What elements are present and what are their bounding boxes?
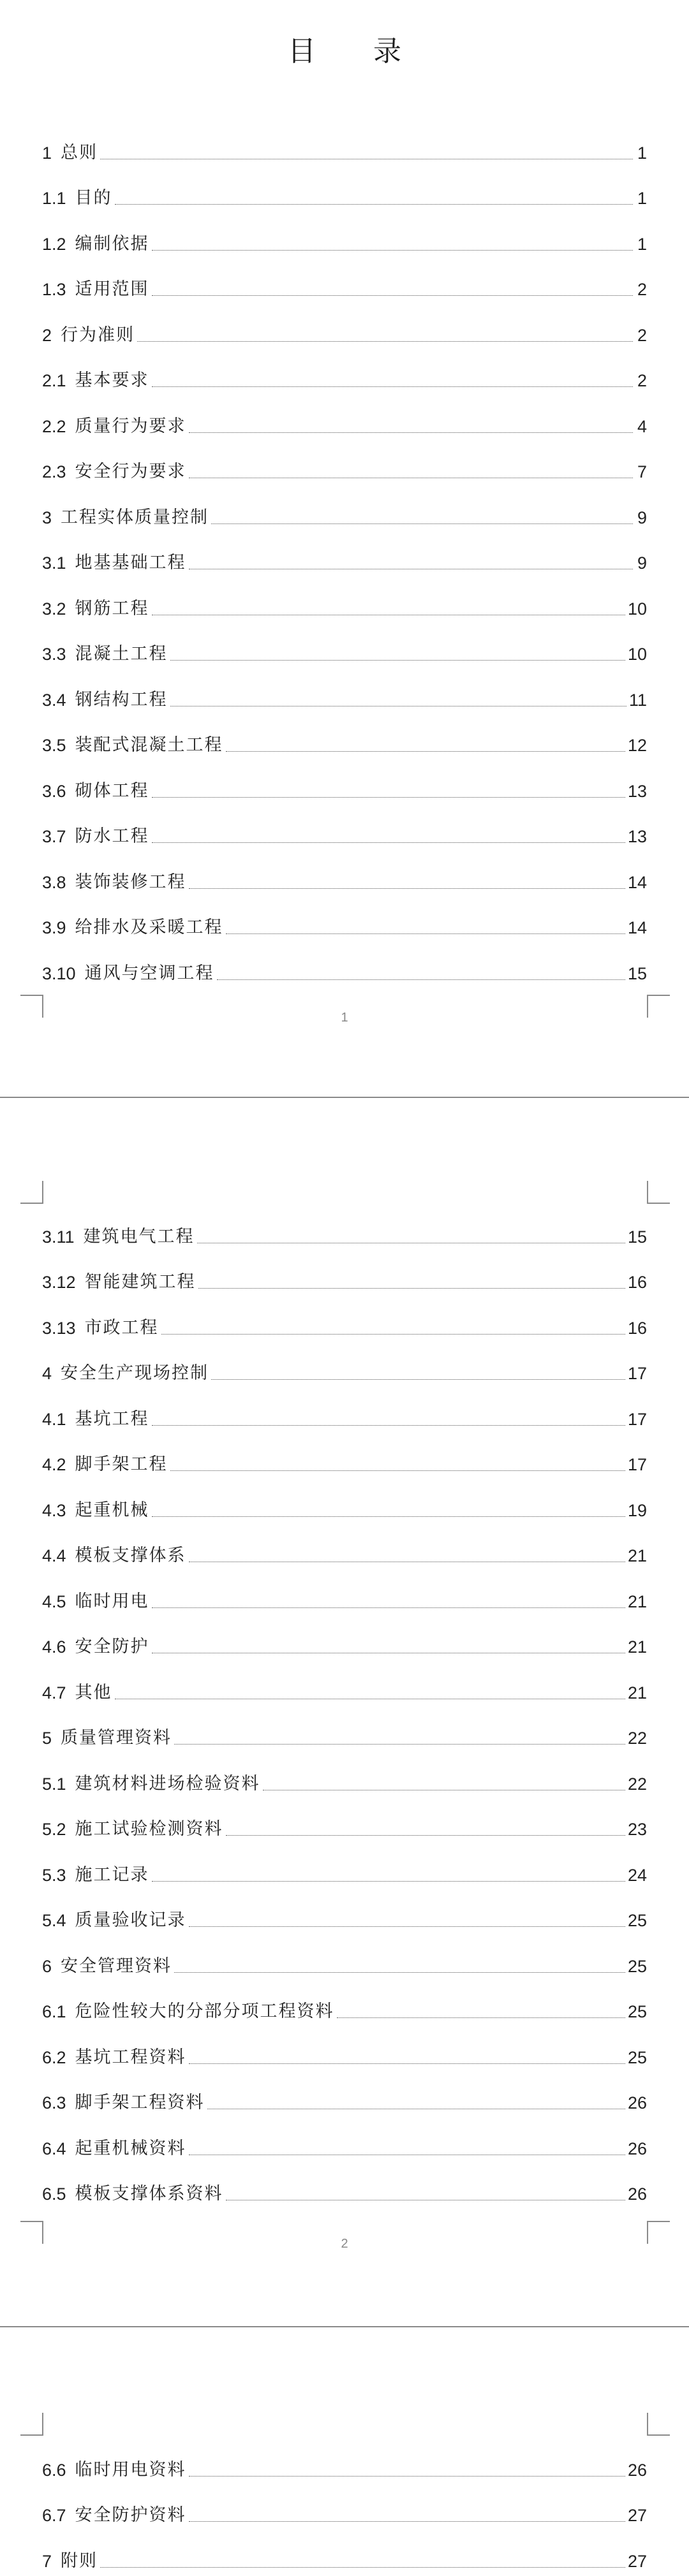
toc-entry[interactable] <box>42 2113 647 2159</box>
toc-entry-title: 砌体工程 <box>75 780 149 801</box>
toc-leader-line <box>152 1516 625 1517</box>
toc-entry[interactable] <box>42 2068 647 2114</box>
toc-entry-page-number: 2 <box>637 280 647 299</box>
toc-entry[interactable] <box>42 1338 647 1384</box>
toc-entry-number: 1.3 <box>42 280 66 299</box>
toc-entry[interactable] <box>42 938 647 984</box>
toc-entry[interactable] <box>42 1794 647 1840</box>
toc-entry[interactable] <box>42 1201 647 1247</box>
toc-entry-title: 基坑工程 <box>75 1409 149 1429</box>
toc-entry-page-number: 26 <box>627 2093 647 2112</box>
toc-leader-line <box>197 1242 625 1243</box>
toc-entry-number: 4.4 <box>42 1546 66 1565</box>
toc-entry-number: 6.1 <box>42 2002 66 2021</box>
toc-entry-page-number: 1 <box>637 143 647 163</box>
toc-leader-line <box>189 1561 625 1562</box>
toc-entry-page-number: 27 <box>627 2506 647 2525</box>
toc-entry-page-number: 7 <box>637 462 647 481</box>
toc-entry-number: 3.1 <box>42 553 66 573</box>
toc-list-page-3 <box>42 2434 647 2572</box>
toc-entry-page-number: 13 <box>627 781 647 801</box>
toc-entry-page-number: 9 <box>637 553 647 573</box>
toc-entry[interactable] <box>42 2022 647 2068</box>
toc-entry-page-number: 25 <box>627 1956 647 1976</box>
toc-entry-page-number: 25 <box>627 2047 647 2067</box>
toc-entry[interactable] <box>42 801 647 847</box>
toc-entry-page-number: 21 <box>627 1637 647 1657</box>
toc-leader-line <box>100 158 633 159</box>
page-corner-mark <box>20 2413 43 2436</box>
toc-entry[interactable] <box>42 756 647 801</box>
toc-entry-page-number: 19 <box>627 1500 647 1520</box>
toc-leader-line <box>115 203 633 205</box>
toc-leader-line <box>189 568 633 569</box>
toc-entry-title: 混凝土工程 <box>75 644 168 664</box>
toc-entry-title: 模板支撑体系资料 <box>75 2184 223 2204</box>
toc-leader-line <box>152 295 633 296</box>
toc-entry-page-number: 13 <box>627 827 647 846</box>
toc-entry[interactable] <box>42 300 647 346</box>
toc-leader-line <box>211 523 633 524</box>
toc-entry-number: 6.2 <box>42 2047 66 2067</box>
toc-entry-title: 智能建筑工程 <box>84 1272 196 1292</box>
toc-entry-title: 附则 <box>61 2550 98 2571</box>
toc-entry[interactable] <box>42 254 647 300</box>
page-separator <box>0 1097 689 1102</box>
toc-entry-number: 3.10 <box>42 963 76 983</box>
toc-leader-line <box>152 1424 625 1426</box>
toc-entry-number: 3.4 <box>42 690 66 710</box>
toc-entry-number: 1 <box>42 143 52 163</box>
toc-entry-number: 3 <box>42 508 52 527</box>
toc-leader-line <box>152 1880 625 1882</box>
toc-entry-number: 6.5 <box>42 2184 66 2204</box>
toc-leader-line <box>189 432 633 433</box>
toc-entry-number: 2.3 <box>42 462 66 481</box>
toc-entry[interactable] <box>42 209 647 254</box>
toc-entry-number: 3.5 <box>42 736 66 755</box>
toc-entry-number: 6.7 <box>42 2506 66 2525</box>
toc-entry-page-number: 22 <box>627 1774 647 1794</box>
toc-entry[interactable] <box>42 1247 647 1293</box>
toc-entry-number: 6 <box>42 1956 52 1976</box>
toc-entry-page-number: 16 <box>627 1273 647 1292</box>
toc-entry-page-number: 22 <box>627 1729 647 1748</box>
toc-entry-page-number: 9 <box>637 508 647 527</box>
toc-entry-page-number: 26 <box>627 2139 647 2158</box>
toc-entry-page-number: 12 <box>627 736 647 755</box>
toc-entry-title: 脚手架工程 <box>75 1454 168 1474</box>
toc-entry-number: 3.8 <box>42 872 66 892</box>
toc-entry[interactable] <box>42 1430 647 1475</box>
toc-leader-line <box>217 979 625 980</box>
toc-entry-number: 5.4 <box>42 1911 66 1930</box>
document-page-1 <box>0 0 689 1097</box>
toc-leader-line <box>170 705 626 706</box>
toc-entry-page-number: 15 <box>627 963 647 983</box>
toc-leader-line <box>174 1743 625 1745</box>
toc-entry-page-number: 17 <box>627 1455 647 1474</box>
toc-entry[interactable] <box>42 346 647 392</box>
toc-entry-page-number: 10 <box>627 599 647 618</box>
toc-entry-title: 质量行为要求 <box>75 416 186 436</box>
toc-entry-number: 3.11 <box>42 1227 75 1247</box>
toc-entry-page-number: 16 <box>627 1318 647 1338</box>
toc-entry[interactable] <box>42 437 647 483</box>
toc-leader-line <box>152 614 625 615</box>
toc-title: 目 录 <box>288 35 426 68</box>
toc-entry-title: 地基基础工程 <box>75 553 186 573</box>
toc-entry[interactable] <box>42 1977 647 2023</box>
toc-entry-title: 防水工程 <box>75 826 149 846</box>
toc-entry-number: 3.6 <box>42 781 66 801</box>
toc-leader-line <box>189 2475 625 2477</box>
toc-leader-line <box>152 796 625 798</box>
page-number: 2 <box>341 2237 348 2251</box>
toc-entry-title: 建筑电气工程 <box>83 1226 195 1247</box>
toc-entry[interactable] <box>42 117 647 163</box>
toc-entry-title: 起重机械 <box>75 1500 149 1520</box>
toc-entry-number: 2 <box>42 325 52 345</box>
toc-entry-number: 1.2 <box>42 234 66 254</box>
toc-entry-number: 7 <box>42 2551 52 2571</box>
toc-entry-number: 5.1 <box>42 1774 66 1794</box>
toc-entry-title: 编制依据 <box>75 233 149 254</box>
toc-leader-line <box>337 2017 625 2018</box>
toc-entry-number: 6.3 <box>42 2093 66 2112</box>
page-number: 1 <box>341 1011 348 1025</box>
toc-entry[interactable] <box>42 163 647 209</box>
toc-entry[interactable] <box>42 1521 647 1567</box>
toc-entry[interactable] <box>42 1885 647 1931</box>
page-separator <box>0 2326 689 2331</box>
toc-entry[interactable] <box>42 482 647 528</box>
toc-entry[interactable] <box>42 573 647 619</box>
toc-leader-line <box>189 2154 625 2155</box>
page-corner-mark <box>647 2413 670 2436</box>
toc-entry-title: 质量管理资料 <box>61 1728 172 1748</box>
toc-entry-title: 装饰装修工程 <box>75 872 186 892</box>
toc-leader-line <box>226 2199 625 2200</box>
toc-entry-number: 4.2 <box>42 1455 66 1474</box>
toc-entry-title: 行为准则 <box>61 325 135 345</box>
toc-leader-line <box>211 1379 625 1380</box>
toc-leader-line <box>174 1972 625 1973</box>
toc-entry-title: 目的 <box>75 188 112 208</box>
toc-entry-page-number: 17 <box>627 1409 647 1429</box>
toc-entry[interactable] <box>42 619 647 665</box>
toc-entry-title: 施工试验检测资料 <box>75 1819 223 1839</box>
toc-entry[interactable] <box>42 391 647 437</box>
toc-leader-line <box>170 659 625 661</box>
toc-leader-line <box>189 1926 625 1927</box>
toc-entry-number: 4.6 <box>42 1637 66 1657</box>
toc-entry-title: 通风与空调工程 <box>84 963 214 983</box>
toc-entry[interactable] <box>42 710 647 756</box>
toc-entry-title: 装配式混凝土工程 <box>75 735 223 755</box>
toc-entry[interactable] <box>42 1475 647 1521</box>
toc-leader-line <box>152 1607 625 1608</box>
toc-entry-number: 4 <box>42 1364 52 1383</box>
toc-entry-title: 工程实体质量控制 <box>61 507 209 527</box>
toc-entry-number: 5 <box>42 1729 52 1748</box>
toc-entry-title: 质量验收记录 <box>75 1910 186 1930</box>
toc-entry-title: 建筑材料进场检验资料 <box>75 1773 260 1794</box>
toc-entry[interactable] <box>42 847 647 893</box>
toc-entry-page-number: 14 <box>627 918 647 937</box>
toc-leader-line <box>152 1652 625 1653</box>
toc-leader-line <box>100 2566 625 2568</box>
toc-entry[interactable] <box>42 2159 647 2205</box>
toc-entry-number: 4.1 <box>42 1409 66 1429</box>
toc-leader-line <box>189 477 633 478</box>
toc-entry-number: 5.2 <box>42 1820 66 1839</box>
toc-entry-title: 施工记录 <box>75 1864 149 1885</box>
toc-entry-title: 安全管理资料 <box>61 1956 172 1976</box>
toc-entry[interactable] <box>42 1384 647 1430</box>
toc-entry-number: 3.7 <box>42 827 66 846</box>
toc-entry-page-number: 27 <box>627 2551 647 2571</box>
toc-entry-number: 2.2 <box>42 416 66 436</box>
toc-entry-title: 基坑工程资料 <box>75 2047 186 2067</box>
toc-entry[interactable] <box>42 664 647 710</box>
toc-entry-number: 6.6 <box>42 2460 66 2480</box>
toc-entry-page-number: 24 <box>627 1865 647 1885</box>
toc-entry-number: 4.7 <box>42 1683 66 1702</box>
toc-leader-line <box>189 2521 625 2522</box>
toc-entry[interactable] <box>42 1931 647 1977</box>
toc-entry-number: 3.9 <box>42 918 66 937</box>
toc-entry-page-number: 26 <box>627 2460 647 2480</box>
toc-leader-line <box>170 1470 625 1471</box>
toc-entry-number: 4.3 <box>42 1500 66 1520</box>
toc-entry-page-number: 15 <box>627 1227 647 1247</box>
toc-entry-page-number: 25 <box>627 2002 647 2021</box>
toc-leader-line <box>189 2063 625 2064</box>
toc-entry[interactable] <box>42 1703 647 1749</box>
toc-entry-title: 起重机械资料 <box>75 2138 186 2158</box>
toc-entry[interactable] <box>42 1748 647 1794</box>
toc-entry[interactable] <box>42 1612 647 1658</box>
toc-entry[interactable] <box>42 1292 647 1338</box>
toc-leader-line <box>263 1789 625 1790</box>
toc-leader-line <box>152 249 633 251</box>
toc-entry-number: 3.3 <box>42 645 66 664</box>
toc-entry-page-number: 1 <box>637 234 647 254</box>
toc-entry[interactable] <box>42 2434 647 2480</box>
toc-entry-number: 5.3 <box>42 1865 66 1885</box>
toc-entry[interactable] <box>42 1840 647 1885</box>
toc-entry-title: 模板支撑体系 <box>75 1546 186 1565</box>
toc-leader-line <box>226 1834 625 1836</box>
toc-entry-page-number: 21 <box>627 1546 647 1565</box>
toc-entry[interactable] <box>42 2480 647 2526</box>
toc-entry[interactable] <box>42 1657 647 1703</box>
toc-entry-number: 3.2 <box>42 599 66 618</box>
toc-entry-title: 给排水及采暖工程 <box>75 918 223 937</box>
toc-entry-page-number: 2 <box>637 371 647 390</box>
toc-entry-title: 市政工程 <box>84 1317 159 1338</box>
toc-entry[interactable] <box>42 893 647 939</box>
toc-entry-title: 安全防护 <box>75 1637 149 1657</box>
toc-entry[interactable] <box>42 2526 647 2572</box>
toc-leader-line <box>226 750 625 752</box>
toc-entry-title: 安全防护资料 <box>75 2505 186 2525</box>
toc-entry-title: 总则 <box>61 142 98 163</box>
toc-entry-number: 1.1 <box>42 189 66 208</box>
toc-entry-title: 基本要求 <box>75 370 149 390</box>
toc-entry-title: 其他 <box>75 1682 112 1702</box>
toc-entry-title: 适用范围 <box>75 279 149 299</box>
toc-entry-title: 安全行为要求 <box>75 462 186 481</box>
toc-entry-page-number: 2 <box>637 325 647 345</box>
toc-leader-line <box>189 888 625 889</box>
toc-entry-page-number: 26 <box>627 2184 647 2204</box>
toc-entry-page-number: 14 <box>627 872 647 892</box>
toc-entry-page-number: 23 <box>627 1820 647 1839</box>
toc-entry-title: 脚手架工程资料 <box>75 2093 205 2112</box>
toc-entry-page-number: 11 <box>628 690 647 710</box>
toc-leader-line <box>152 386 633 387</box>
toc-entry-number: 2.1 <box>42 371 66 390</box>
toc-entry-page-number: 1 <box>637 189 647 208</box>
toc-entry-title: 安全生产现场控制 <box>61 1363 209 1383</box>
toc-list-page-1 <box>42 117 647 984</box>
toc-entry[interactable] <box>42 1566 647 1612</box>
toc-leader-line <box>161 1333 625 1335</box>
toc-entry-number: 3.13 <box>42 1318 76 1338</box>
toc-entry-page-number: 21 <box>627 1592 647 1611</box>
page-corner-mark <box>20 1181 43 1204</box>
toc-entry-page-number: 17 <box>627 1364 647 1383</box>
toc-leader-line <box>137 340 633 342</box>
toc-list-page-2 <box>42 1201 647 2204</box>
toc-leader-line <box>152 842 625 843</box>
toc-entry-number: 4.5 <box>42 1592 66 1611</box>
toc-entry-title: 危险性较大的分部分项工程资料 <box>75 2002 334 2021</box>
toc-entry-page-number: 21 <box>627 1683 647 1702</box>
toc-entry-title: 临时用电 <box>75 1591 149 1611</box>
page-corner-mark <box>647 1181 670 1204</box>
toc-entry-page-number: 4 <box>637 416 647 436</box>
toc-entry-number: 3.12 <box>42 1273 76 1292</box>
toc-entry-title: 钢筋工程 <box>75 598 149 618</box>
toc-entry-page-number: 10 <box>627 645 647 664</box>
toc-entry-title: 临时用电资料 <box>75 2459 186 2480</box>
toc-leader-line <box>115 1698 625 1699</box>
toc-leader-line <box>207 2108 625 2109</box>
toc-entry-page-number: 25 <box>627 1911 647 1930</box>
toc-leader-line <box>226 933 625 934</box>
toc-leader-line <box>198 1287 625 1289</box>
toc-entry[interactable] <box>42 528 647 574</box>
toc-entry-title: 钢结构工程 <box>75 689 168 710</box>
toc-entry-number: 6.4 <box>42 2139 66 2158</box>
